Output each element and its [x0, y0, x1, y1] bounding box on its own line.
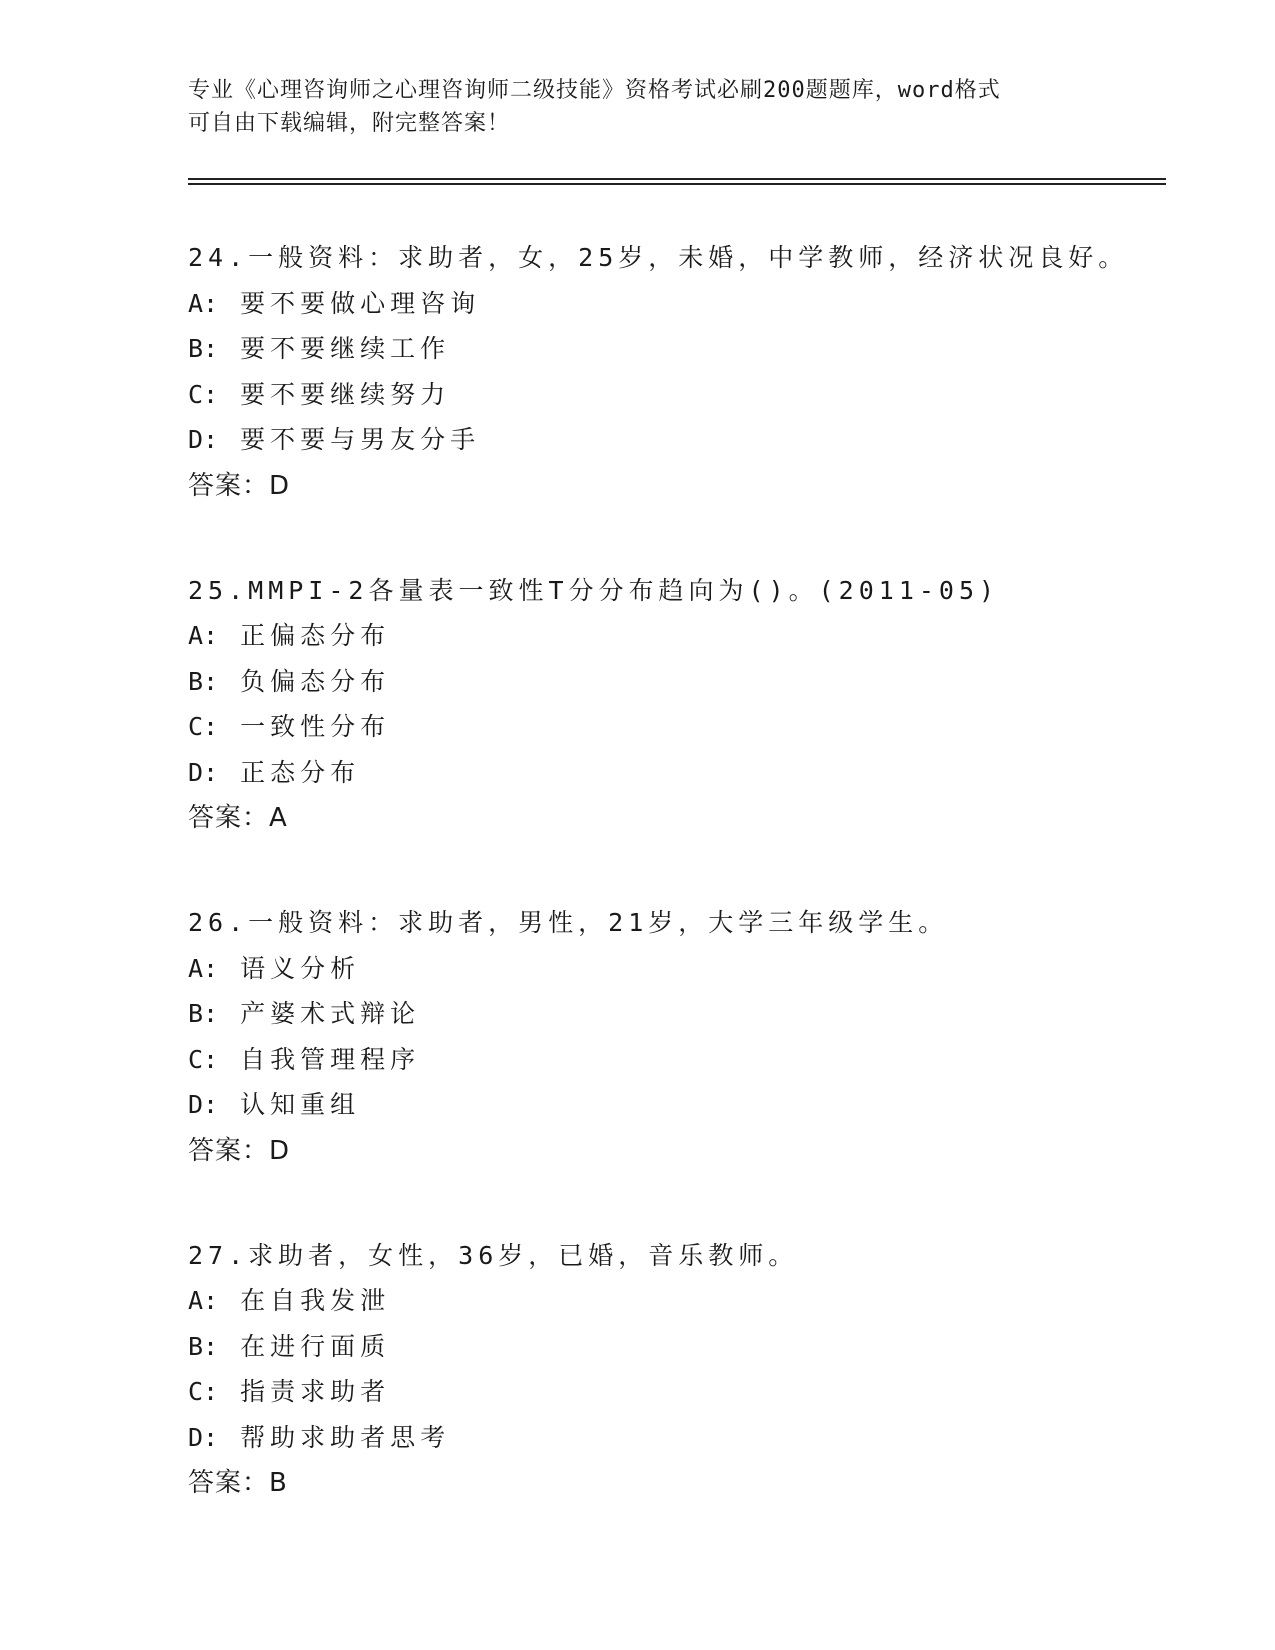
option-text: 要不要与男友分手 — [240, 425, 481, 454]
option-b — [188, 1324, 1168, 1370]
option-b — [188, 326, 1168, 372]
option-text: 帮助求助者思考 — [240, 1422, 451, 1452]
header-divider-top — [188, 178, 1166, 180]
option-key: A: — [188, 953, 219, 983]
option-key: C: — [188, 1377, 219, 1406]
option-c — [188, 372, 1168, 418]
header-line-1: 专业《心理咨询师之心理咨询师二级技能》资格考试必刷200题题库，word格式 — [188, 78, 1001, 103]
option-text: 在自我发泄 — [240, 1286, 391, 1315]
option-text: 要不要继续工作 — [240, 334, 451, 363]
question-27 — [188, 1233, 1168, 1507]
option-key: D: — [188, 757, 219, 787]
option-d — [188, 417, 1168, 463]
option-text: 负偏态分布 — [240, 666, 391, 696]
option-key: B: — [188, 334, 219, 363]
option-key: C: — [188, 1044, 219, 1074]
option-d — [188, 750, 1168, 796]
option-key: A: — [188, 1286, 219, 1315]
answer-line: 答案：D — [188, 1135, 291, 1166]
option-c — [188, 704, 1168, 750]
option-a — [188, 946, 1168, 992]
option-key: D: — [188, 425, 219, 454]
question-stem: 27.求助者，女性，36岁，已婚，音乐教师。 — [188, 1240, 799, 1270]
option-text: 认知重组 — [240, 1090, 361, 1119]
option-text: 产婆术式辩论 — [240, 999, 421, 1028]
option-a — [188, 613, 1168, 659]
option-text: 正偏态分布 — [240, 621, 391, 650]
option-key: B: — [188, 1331, 219, 1361]
question-stem: 24.一般资料：求助者，女，25岁，未婚，中学教师，经济状况良好。 — [188, 243, 1129, 272]
option-c — [188, 1369, 1168, 1415]
option-text: 要不要做心理咨询 — [240, 288, 481, 318]
question-stem: 25.MMPI-2各量表一致性T分分布趋向为()。(2011-05) — [188, 575, 1000, 605]
option-key: B: — [188, 999, 219, 1028]
option-text: 语义分析 — [240, 953, 361, 983]
answer-line: 答案：A — [188, 803, 288, 833]
question-stem: 26.一般资料：求助者，男性，21岁，大学三年级学生。 — [188, 908, 949, 937]
question-list — [188, 235, 1168, 1565]
option-text: 指责求助者 — [240, 1377, 391, 1406]
question-24 — [188, 235, 1168, 509]
option-text: 正态分布 — [240, 757, 361, 787]
option-key: C: — [188, 379, 219, 409]
option-c — [188, 1037, 1168, 1083]
option-d — [188, 1082, 1168, 1128]
option-b — [188, 991, 1168, 1037]
option-text: 一致性分布 — [240, 712, 391, 741]
option-d — [188, 1415, 1168, 1461]
header-divider-bottom — [188, 183, 1166, 185]
header-line-2: 可自由下载编辑，附完整答案！ — [188, 111, 511, 136]
option-key: B: — [188, 666, 219, 696]
option-key: A: — [188, 288, 219, 318]
option-text: 在进行面质 — [240, 1331, 391, 1361]
option-key: D: — [188, 1090, 219, 1119]
answer-line: 答案：B — [188, 1468, 288, 1498]
answer-line: 答案：D — [188, 470, 291, 501]
question-25 — [188, 568, 1168, 842]
option-key: C: — [188, 712, 219, 741]
option-key: D: — [188, 1422, 219, 1452]
option-b — [188, 659, 1168, 705]
question-26 — [188, 900, 1168, 1174]
option-a — [188, 281, 1168, 327]
option-a — [188, 1278, 1168, 1324]
option-text: 要不要继续努力 — [240, 379, 451, 409]
document-header — [188, 74, 1088, 140]
option-text: 自我管理程序 — [240, 1044, 421, 1074]
option-key: A: — [188, 621, 219, 650]
